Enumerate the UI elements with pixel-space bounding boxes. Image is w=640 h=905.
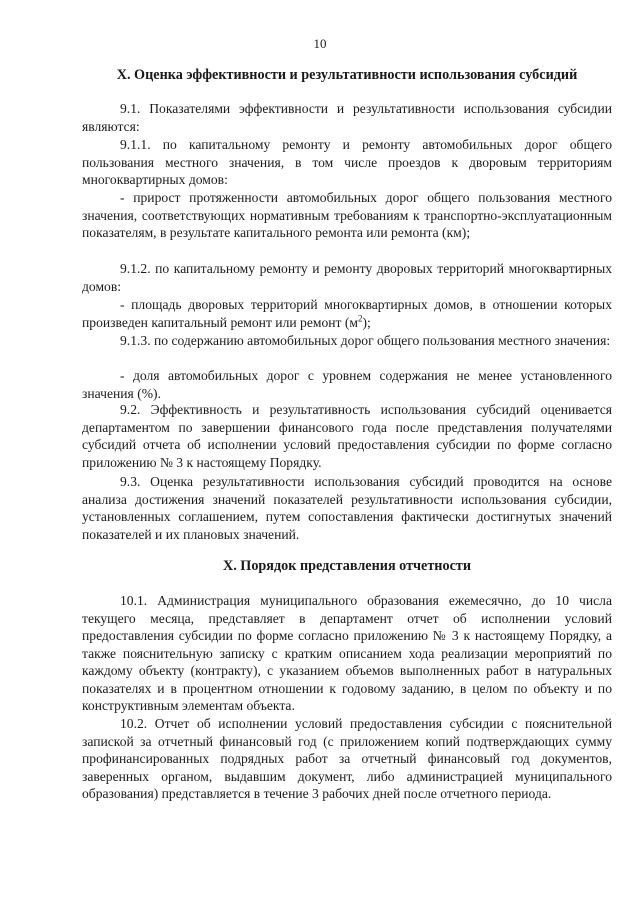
page-number: 10	[313, 36, 327, 51]
paragraph-10-2: 10.2. Отчет об исполнении условий предоставления субсидии с пояснительной запиской за отчетный финансовый год (с приложением копий подтверждающих сумму профинансированных подрядных работ за отчетный финансовый год документов, заверенных органом, выдавшим документ, либо администрацией муниципального образования) представляется в течение 3 рабочих дней после отчетного периода.	[82, 716, 612, 801]
paragraph-9-1-3: 9.1.3. по содержанию автомобильных дорог общего пользования местного значения:	[120, 333, 611, 348]
paragraph-road-length-item: - прирост протяженности автомобильных дорог общего пользования местного значения, соответствующих нормативным требованиям к транспортно-эксплуатационным показателям, в результате капитального ремонта или ремонта (км);	[82, 190, 612, 240]
paragraph-9-3: 9.3. Оценка результативности использования субсидий проводится на основе анализа достижения значений показателей результативности использования субсидии, установленных соглашением, путем сопоставления фактически достигнутых значений показателей и их плановых значений.	[82, 474, 612, 542]
area-item-tail: );	[362, 314, 371, 330]
paragraph-9-1-2: 9.1.2. по капитальному ремонту и ремонту дворовых территорий многоквартирных домов:	[82, 261, 612, 294]
paragraph-9-1-1: 9.1.1. по капитальному ремонту и ремонту автомобильных дорог общего пользования местного значения, в том числе проездов к дворовым территориям многоквартирных домов:	[82, 137, 612, 187]
paragraph-10-1: 10.1. Администрация муниципального образования ежемесячно, до 10 числа текущего месяца, представляет в департамент отчет об исполнении условий предоставления субсидии по форме согласно приложению № 3 к настоящему Порядку, а также пояснительную записку с кратким описанием хода реализации мероприятий по каждому объекту (контракту), с указанием объемов выполненных работ в натуральных показателях и в процентном отношении к годовому заданию, в целом по объекту и по конструктивным элементам объекта.	[82, 593, 612, 713]
area-item-superscript: 2	[358, 312, 363, 323]
paragraph-9-1: 9.1. Показателями эффективности и результативности использования субсидии являются:	[82, 101, 612, 134]
paragraph-area-item	[82, 296, 612, 331]
area-item-text: - площадь дворовых территорий многоквартирных домов, в отношении которых произведен капитальный ремонт или ремонт (м	[82, 297, 612, 330]
paragraph-road-maintenance-item: - доля автомобильных дорог с уровнем содержания не менее установленного значения (%).	[82, 368, 612, 401]
section-x-title: X. Оценка эффективности и результативности использования субсидий	[116, 67, 578, 83]
paragraph-9-2: 9.2. Эффективность и результативность использования субсидий оценивается департаментом по завершении финансового года после представления получателями субсидий отчета об исполнении условий предоставления субсидии по форме согласно приложению № 3 к настоящему Порядку.	[82, 402, 612, 470]
section-reporting-title: X. Порядок представления отчетности	[222, 558, 472, 574]
